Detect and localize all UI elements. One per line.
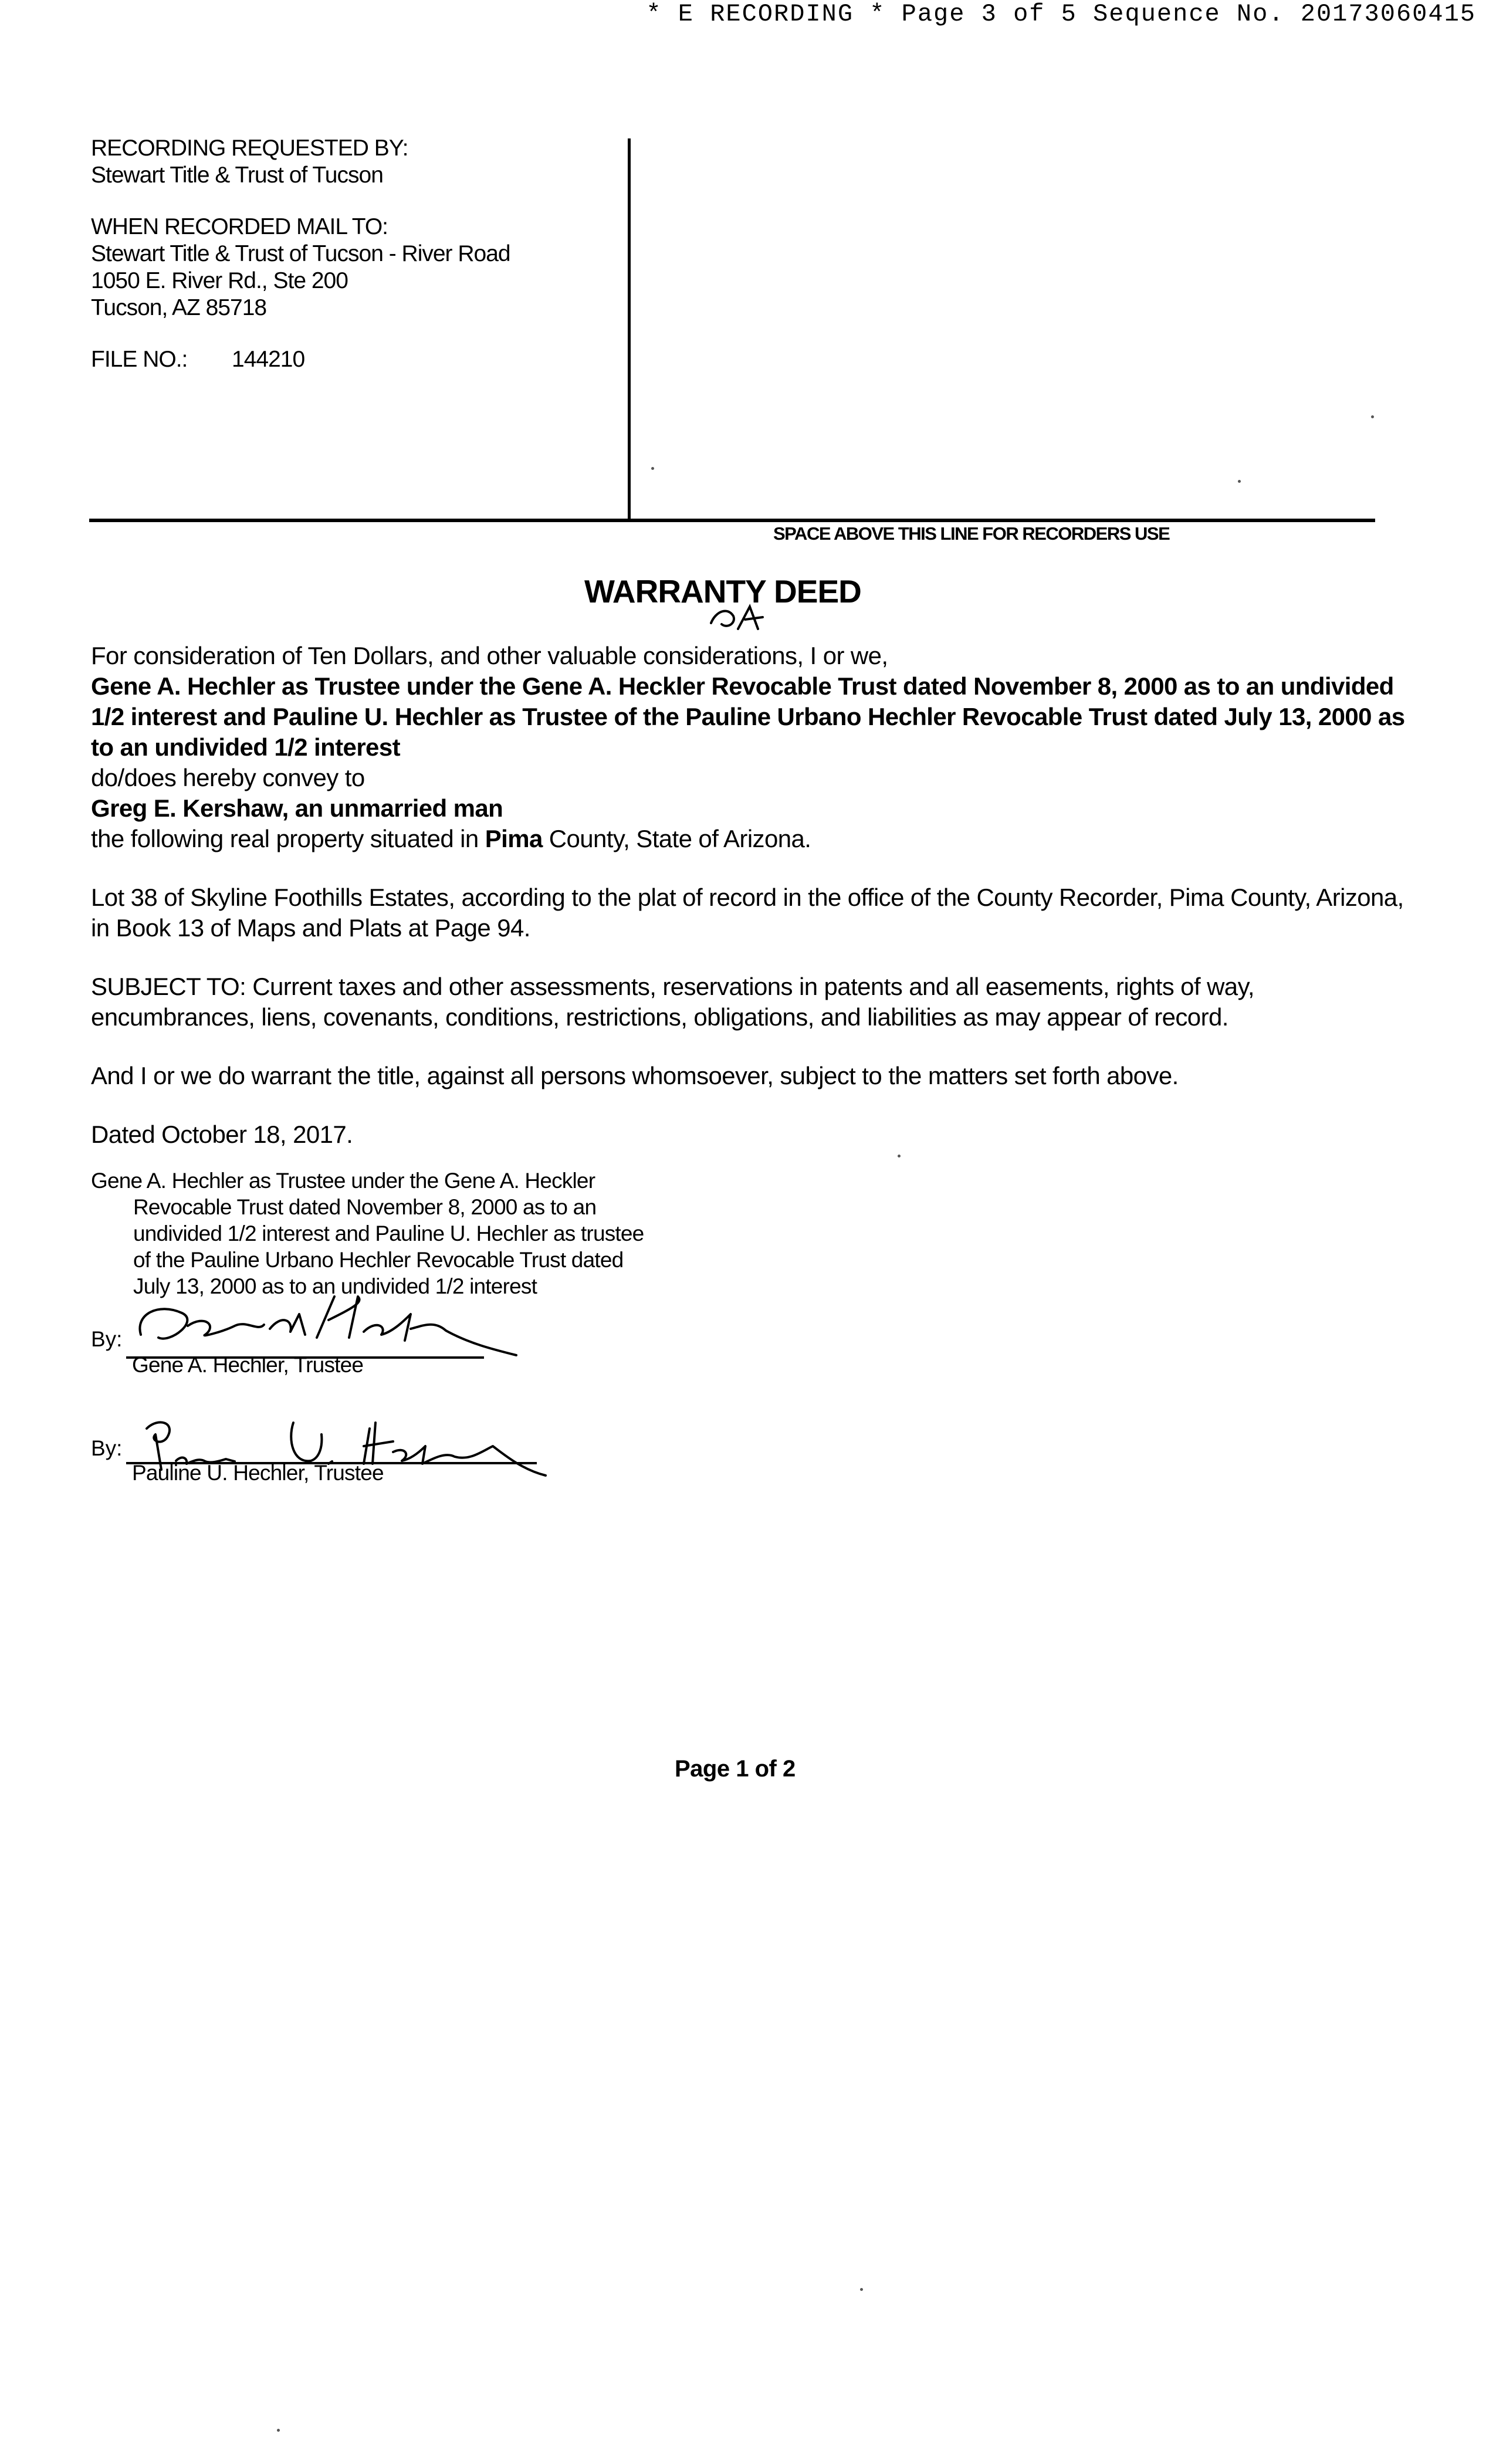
- scan-speck: [1238, 480, 1241, 483]
- signature-block-line: Revocable Trust dated November 8, 2000 as to an: [133, 1195, 597, 1219]
- handwritten-initials: [704, 594, 780, 635]
- signature-block-line: Gene A. Hechler as Trustee under the Gene A. Heckler: [91, 1169, 595, 1193]
- recording-stamp: * E RECORDING * Page 3 of 5 Sequence No. 20173060415: [646, 0, 1476, 28]
- dated-text: Dated October 18, 2017.: [91, 1121, 353, 1148]
- convey-text: do/does hereby convey to: [91, 764, 365, 791]
- mail-to-label: WHEN RECORDED MAIL TO:: [91, 214, 388, 239]
- file-number-label: FILE NO.:: [91, 347, 188, 372]
- consideration-text: For consideration of Ten Dollars, and other valuable considerations, I or we,: [91, 642, 888, 669]
- grantor-text: Gene A. Hechler as Trustee under the Gene A. Heckler Revocable Trust dated November 8, 2000 as to an undivided 1/2 interest and Pauline U. Hechler as Trustee of the Pauline Urbano Hechler Revocable Trust dated July 13, 2000 as to an undivided 1/2 interest: [91, 672, 1405, 761]
- property-location: [91, 824, 1405, 854]
- signer-name-2: Pauline U. Hechler, Trustee: [132, 1461, 384, 1485]
- scan-speck: [277, 2429, 280, 2432]
- recording-info: [91, 135, 510, 373]
- page-number: Page 1 of 2: [675, 1756, 796, 1782]
- warranty-text: And I or we do warrant the title, against all persons whomsoever, subject to the matters set forth above.: [91, 1062, 1179, 1089]
- scan-speck: [860, 2288, 863, 2291]
- recorder-box-divider: [628, 138, 631, 521]
- by-label: By:: [91, 1436, 123, 1460]
- mail-to-street: 1050 E. River Rd., Ste 200: [91, 268, 348, 293]
- recorder-space-label: SPACE ABOVE THIS LINE FOR RECORDERS USE: [773, 523, 1170, 544]
- signature-block-line: undivided 1/2 interest and Pauline U. Hechler as trustee: [133, 1221, 644, 1245]
- file-number-row: [91, 346, 510, 373]
- scan-speck: [898, 1155, 901, 1157]
- deed-body: [91, 641, 1405, 1150]
- mail-to-name: Stewart Title & Trust of Tucson - River Road: [91, 241, 510, 266]
- subject-to-text: SUBJECT TO: Current taxes and other assessments, reservations in patents and all easements, rights of way, encumbrances, liens, covenants, conditions, restrictions, obligations, and liabilities as may appear of record.: [91, 973, 1254, 1031]
- scan-speck: [1371, 415, 1374, 418]
- mail-to-city: Tucson, AZ 85718: [91, 295, 267, 320]
- property-location-pre: the following real property situated in: [91, 825, 485, 852]
- signature-block-line: July 13, 2000 as to an undivided 1/2 interest: [133, 1274, 537, 1298]
- file-number-value: 144210: [232, 347, 305, 372]
- property-location-post: County, State of Arizona.: [542, 825, 811, 852]
- requested-by-value: Stewart Title & Trust of Tucson: [91, 163, 383, 188]
- county-name: Pima: [485, 825, 543, 852]
- document-title: WARRANTY DEED: [584, 573, 861, 610]
- scan-speck: [651, 467, 654, 470]
- recorder-space-line: [89, 519, 1375, 522]
- grantee-text: Greg E. Kershaw, an unmarried man: [91, 794, 503, 822]
- signer-name-1: Gene A. Hechler, Trustee: [132, 1353, 364, 1377]
- signature-block-line: of the Pauline Urbano Hechler Revocable Trust dated: [133, 1248, 624, 1272]
- by-label: By:: [91, 1327, 123, 1351]
- requested-by-label: RECORDING REQUESTED BY:: [91, 136, 408, 161]
- legal-description: Lot 38 of Skyline Foothills Estates, according to the plat of record in the office of the County Recorder, Pima County, Arizona, in Book 13 of Maps and Plats at Page 94.: [91, 884, 1404, 942]
